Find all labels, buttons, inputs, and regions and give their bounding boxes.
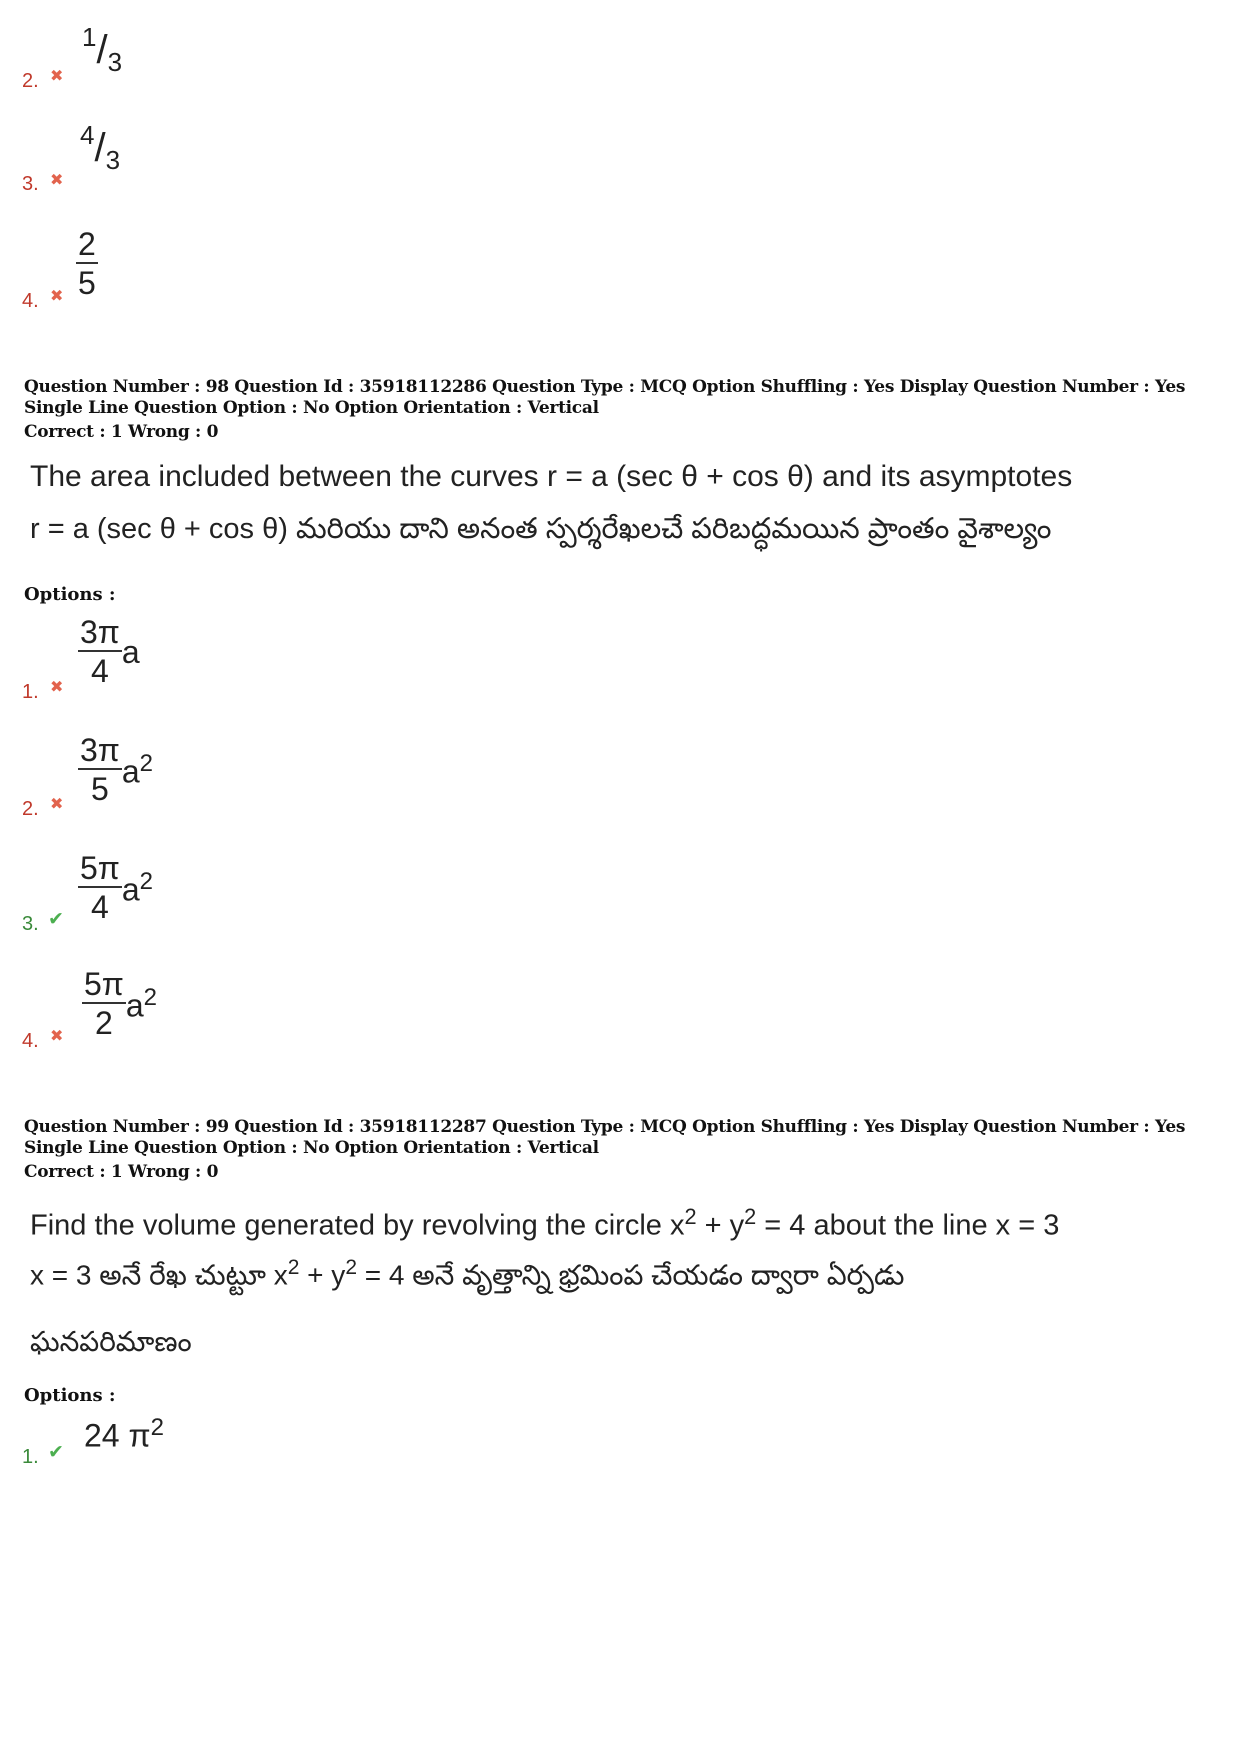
option-fraction: $\frac{3\pi}{4}$ a [80, 614, 140, 689]
option-number: 2. [22, 70, 39, 92]
correct-icon: ✔ [48, 908, 64, 930]
option-number: 4. [22, 290, 39, 312]
option-number: 1. [22, 681, 39, 703]
option-number: 2. [22, 798, 39, 820]
meta-line-1: Question Number : 98 Question Id : 35918112286 Question Type : MCQ Option Shuffling : Yes Display Question Number : Yes [24, 377, 1186, 397]
wrong-icon: ✖ [50, 66, 64, 85]
question-98-text-te: r = a (sec θ + cos θ) మరియు దాని అనంత స్పర్శరేఖలచే పరిబద్ధమయిన ప్రాంతం వైశాల్యం [30, 513, 1052, 545]
option-fraction: $\frac{5\pi}{4}$ $a^2$ [80, 850, 154, 925]
wrong-icon: ✖ [50, 170, 64, 189]
options-label: Options : [24, 584, 116, 605]
option-value: 24 $\pi^2$ [84, 1414, 164, 1454]
question-99-text-te-line-2: ఘనపరిమాణం [30, 1326, 192, 1357]
option-fraction: $\frac{3\pi}{5}$ $a^2$ [80, 732, 154, 807]
question-98-marks: Correct : 1 Wrong : 0 [24, 422, 219, 442]
options-label: Options : [24, 1385, 116, 1406]
correct-icon: ✔ [48, 1441, 64, 1463]
question-98-meta [24, 377, 1185, 419]
meta-line-1: Question Number : 99 Question Id : 35918112287 Question Type : MCQ Option Shuffling : Yes Display Question Number : Yes [24, 1117, 1186, 1137]
option-number: 4. [22, 1030, 39, 1052]
option-fraction: $^4$/3 [80, 120, 121, 175]
meta-line-2: Single Line Question Option : No Option Orientation : Vertical [24, 398, 599, 418]
meta-line-2: Single Line Question Option : No Option Orientation : Vertical [24, 1138, 599, 1158]
question-99-meta [24, 1117, 1185, 1159]
option-number: 3. [22, 173, 39, 195]
question-98-text-en: The area included between the curves r = a (sec θ + cos θ) and its asymptotes [30, 460, 1073, 493]
wrong-icon: ✖ [50, 677, 64, 696]
question-99-text-en: Find the volume generated by revolving the circle $x^2 + y^2 = 4$ about the line x = 3 [30, 1204, 1060, 1242]
question-99-marks: Correct : 1 Wrong : 0 [24, 1162, 219, 1182]
option-fraction: $^1$/3 [82, 22, 123, 77]
option-fraction: $\frac{2}{5}$ [78, 226, 96, 301]
option-number: 3. [22, 913, 39, 935]
option-fraction: $\frac{5\pi}{2}$ $a^2$ [84, 966, 158, 1041]
wrong-icon: ✖ [50, 286, 64, 305]
option-number: 1. [22, 1446, 39, 1468]
wrong-icon: ✖ [50, 1026, 64, 1045]
wrong-icon: ✖ [50, 794, 64, 813]
question-99-text-te: x = 3 అనే రేఖ చుట్టూ $x^2 + y^2 = 4$ అనే వృత్తాన్ని భ్రమింప చేయడం ద్వారా ఏర్పడు [30, 1256, 905, 1291]
